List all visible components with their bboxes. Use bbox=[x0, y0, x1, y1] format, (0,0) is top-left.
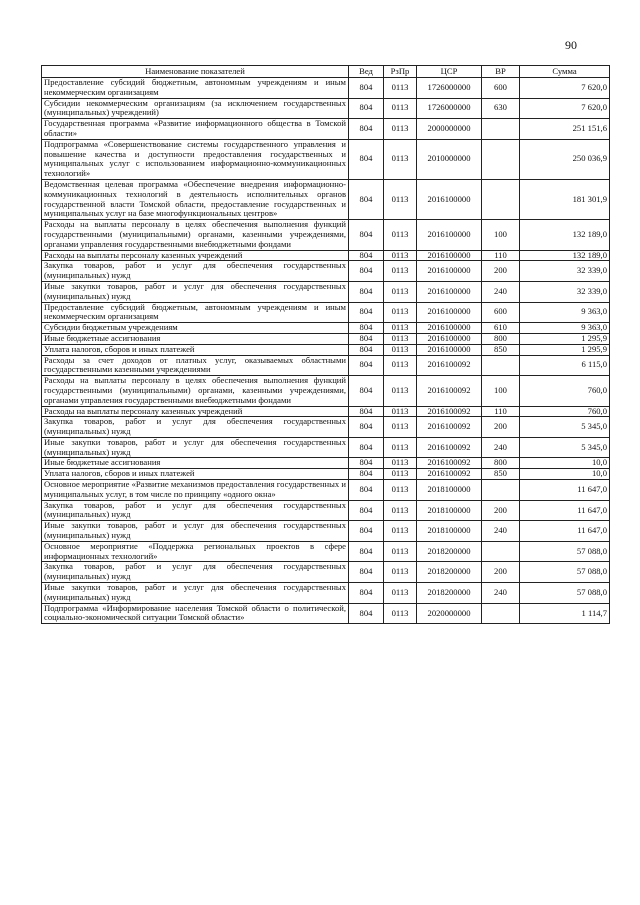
row-csr: 2018100000 bbox=[417, 500, 482, 521]
row-vr: 100 bbox=[482, 376, 520, 406]
header-name: Наименование показателей bbox=[42, 66, 349, 78]
row-csr: 1726000000 bbox=[417, 78, 482, 99]
row-rzpr: 0113 bbox=[384, 119, 417, 140]
row-vr: 800 bbox=[482, 333, 520, 344]
table-row bbox=[42, 98, 610, 119]
row-rzpr: 0113 bbox=[384, 376, 417, 406]
row-rzpr: 0113 bbox=[384, 139, 417, 179]
row-name: Расходы на выплаты персоналу казенных учреждений bbox=[42, 250, 349, 261]
row-vr bbox=[482, 119, 520, 140]
row-vr: 110 bbox=[482, 406, 520, 417]
row-rzpr: 0113 bbox=[384, 302, 417, 323]
row-sum: 5 345,0 bbox=[520, 437, 610, 458]
table-row bbox=[42, 583, 610, 604]
row-name: Расходы на выплаты персоналу в целях обеспечения выполнения функций государственными (муниципальными) органами, казенными учреждениями, органами управления государственными внебюджетными фондами bbox=[42, 376, 349, 406]
table-row bbox=[42, 139, 610, 179]
row-csr: 2016100000 bbox=[417, 344, 482, 355]
row-ved: 804 bbox=[349, 78, 384, 99]
table-row bbox=[42, 281, 610, 302]
row-vr bbox=[482, 603, 520, 624]
row-name: Иные закупки товаров, работ и услуг для обеспечения государственных (муниципальных) нужд bbox=[42, 583, 349, 604]
row-vr bbox=[482, 355, 520, 376]
row-sum: 760,0 bbox=[520, 376, 610, 406]
row-name: Расходы на выплаты персоналу казенных учреждений bbox=[42, 406, 349, 417]
row-ved: 804 bbox=[349, 469, 384, 480]
row-sum: 181 301,9 bbox=[520, 179, 610, 219]
row-vr: 600 bbox=[482, 302, 520, 323]
row-rzpr: 0113 bbox=[384, 583, 417, 604]
row-ved: 804 bbox=[349, 261, 384, 282]
row-rzpr: 0113 bbox=[384, 469, 417, 480]
row-vr: 600 bbox=[482, 78, 520, 99]
table-row bbox=[42, 333, 610, 344]
row-rzpr: 0113 bbox=[384, 344, 417, 355]
row-vr: 800 bbox=[482, 458, 520, 469]
row-sum: 9 363,0 bbox=[520, 323, 610, 334]
row-rzpr: 0113 bbox=[384, 281, 417, 302]
row-vr: 240 bbox=[482, 281, 520, 302]
row-vr: 610 bbox=[482, 323, 520, 334]
header-ved: Вед bbox=[349, 66, 384, 78]
row-name: Подпрограмма «Информирование населения Томской области о политической, социально-экономической ситуации Томской области» bbox=[42, 603, 349, 624]
row-ved: 804 bbox=[349, 417, 384, 438]
table-row bbox=[42, 344, 610, 355]
row-csr: 2016100000 bbox=[417, 179, 482, 219]
row-ved: 804 bbox=[349, 333, 384, 344]
row-sum: 11 647,0 bbox=[520, 480, 610, 501]
row-vr: 200 bbox=[482, 417, 520, 438]
row-sum: 57 088,0 bbox=[520, 583, 610, 604]
row-sum: 32 339,0 bbox=[520, 281, 610, 302]
row-name: Иные бюджетные ассигнования bbox=[42, 333, 349, 344]
row-sum: 9 363,0 bbox=[520, 302, 610, 323]
row-name: Основное мероприятие «Поддержка региональных проектов в сфере информационных технологий» bbox=[42, 541, 349, 562]
row-sum: 10,0 bbox=[520, 458, 610, 469]
row-csr: 2020000000 bbox=[417, 603, 482, 624]
row-sum: 1 114,7 bbox=[520, 603, 610, 624]
page-number: 90 bbox=[565, 38, 577, 52]
row-rzpr: 0113 bbox=[384, 541, 417, 562]
row-csr: 2016100092 bbox=[417, 458, 482, 469]
row-vr: 200 bbox=[482, 500, 520, 521]
row-sum: 132 189,0 bbox=[520, 250, 610, 261]
row-ved: 804 bbox=[349, 281, 384, 302]
table-row bbox=[42, 480, 610, 501]
row-csr: 2016100000 bbox=[417, 323, 482, 334]
row-csr: 2000000000 bbox=[417, 119, 482, 140]
row-name: Закупка товаров, работ и услуг для обеспечения государственных (муниципальных) нужд bbox=[42, 500, 349, 521]
row-ved: 804 bbox=[349, 406, 384, 417]
table-row bbox=[42, 179, 610, 219]
row-rzpr: 0113 bbox=[384, 480, 417, 501]
row-sum: 11 647,0 bbox=[520, 521, 610, 542]
budget-table bbox=[41, 65, 610, 624]
row-vr bbox=[482, 541, 520, 562]
row-vr: 850 bbox=[482, 344, 520, 355]
row-csr: 2016100092 bbox=[417, 469, 482, 480]
row-sum: 7 620,0 bbox=[520, 78, 610, 99]
row-name: Государственная программа «Развитие информационного общества в Томской области» bbox=[42, 119, 349, 140]
row-name: Подпрограмма «Совершенствование системы государственного управления и повышение качества и доступности предоставления государственных и муниципальных услуг с использованием информационно-коммуникационных технологий» bbox=[42, 139, 349, 179]
table-row bbox=[42, 250, 610, 261]
row-name: Уплата налогов, сборов и иных платежей bbox=[42, 469, 349, 480]
row-sum: 11 647,0 bbox=[520, 500, 610, 521]
table-row bbox=[42, 323, 610, 334]
header-vr: ВР bbox=[482, 66, 520, 78]
row-vr: 850 bbox=[482, 469, 520, 480]
table-row bbox=[42, 521, 610, 542]
row-rzpr: 0113 bbox=[384, 355, 417, 376]
row-name: Иные закупки товаров, работ и услуг для обеспечения государственных (муниципальных) нужд bbox=[42, 437, 349, 458]
row-rzpr: 0113 bbox=[384, 521, 417, 542]
row-rzpr: 0113 bbox=[384, 261, 417, 282]
row-ved: 804 bbox=[349, 355, 384, 376]
row-vr bbox=[482, 179, 520, 219]
row-sum: 32 339,0 bbox=[520, 261, 610, 282]
row-vr bbox=[482, 139, 520, 179]
row-name: Основное мероприятие «Развитие механизмов предоставления государственных и муниципальных услуг, в том числе по принципу «одного окна» bbox=[42, 480, 349, 501]
row-csr: 2016100000 bbox=[417, 220, 482, 250]
row-rzpr: 0113 bbox=[384, 333, 417, 344]
row-ved: 804 bbox=[349, 583, 384, 604]
row-ved: 804 bbox=[349, 521, 384, 542]
row-ved: 804 bbox=[349, 603, 384, 624]
table-row bbox=[42, 562, 610, 583]
row-ved: 804 bbox=[349, 220, 384, 250]
row-sum: 57 088,0 bbox=[520, 541, 610, 562]
table-row bbox=[42, 261, 610, 282]
table-row bbox=[42, 500, 610, 521]
row-rzpr: 0113 bbox=[384, 220, 417, 250]
row-csr: 2016100092 bbox=[417, 355, 482, 376]
table-row bbox=[42, 603, 610, 624]
row-vr: 240 bbox=[482, 521, 520, 542]
header-sum: Сумма bbox=[520, 66, 610, 78]
table-row bbox=[42, 119, 610, 140]
row-csr: 2016100000 bbox=[417, 250, 482, 261]
row-sum: 1 295,9 bbox=[520, 333, 610, 344]
row-ved: 804 bbox=[349, 302, 384, 323]
row-rzpr: 0113 bbox=[384, 98, 417, 119]
row-name: Иные закупки товаров, работ и услуг для обеспечения государственных (муниципальных) нужд bbox=[42, 521, 349, 542]
row-csr: 2018200000 bbox=[417, 583, 482, 604]
row-csr: 2018100000 bbox=[417, 521, 482, 542]
row-csr: 2016100000 bbox=[417, 261, 482, 282]
row-sum: 7 620,0 bbox=[520, 98, 610, 119]
row-rzpr: 0113 bbox=[384, 406, 417, 417]
row-csr: 2016100092 bbox=[417, 437, 482, 458]
row-name: Субсидии некоммерческим организациям (за исключением государственных (муниципальных) учреждений) bbox=[42, 98, 349, 119]
row-ved: 804 bbox=[349, 437, 384, 458]
row-ved: 804 bbox=[349, 179, 384, 219]
row-vr: 100 bbox=[482, 220, 520, 250]
table-row bbox=[42, 469, 610, 480]
row-csr: 2016100092 bbox=[417, 406, 482, 417]
header-csr: ЦСР bbox=[417, 66, 482, 78]
table-row bbox=[42, 437, 610, 458]
row-csr: 2018200000 bbox=[417, 541, 482, 562]
table-row bbox=[42, 458, 610, 469]
row-ved: 804 bbox=[349, 376, 384, 406]
table-row bbox=[42, 355, 610, 376]
row-sum: 132 189,0 bbox=[520, 220, 610, 250]
row-rzpr: 0113 bbox=[384, 458, 417, 469]
row-ved: 804 bbox=[349, 458, 384, 469]
row-vr: 110 bbox=[482, 250, 520, 261]
row-name: Субсидии бюджетным учреждениям bbox=[42, 323, 349, 334]
row-ved: 804 bbox=[349, 344, 384, 355]
row-ved: 804 bbox=[349, 139, 384, 179]
row-vr: 630 bbox=[482, 98, 520, 119]
row-vr: 200 bbox=[482, 261, 520, 282]
row-name: Предоставление субсидий бюджетным, автономным учреждениям и иным некоммерческим организациям bbox=[42, 78, 349, 99]
row-name: Иные бюджетные ассигнования bbox=[42, 458, 349, 469]
row-sum: 760,0 bbox=[520, 406, 610, 417]
row-rzpr: 0113 bbox=[384, 500, 417, 521]
row-vr: 240 bbox=[482, 583, 520, 604]
row-sum: 250 036,9 bbox=[520, 139, 610, 179]
row-name: Иные закупки товаров, работ и услуг для обеспечения государственных (муниципальных) нужд bbox=[42, 281, 349, 302]
row-ved: 804 bbox=[349, 250, 384, 261]
row-rzpr: 0113 bbox=[384, 250, 417, 261]
row-ved: 804 bbox=[349, 500, 384, 521]
row-rzpr: 0113 bbox=[384, 323, 417, 334]
row-vr bbox=[482, 480, 520, 501]
row-vr: 240 bbox=[482, 437, 520, 458]
table-row bbox=[42, 541, 610, 562]
table-row bbox=[42, 78, 610, 99]
row-rzpr: 0113 bbox=[384, 417, 417, 438]
row-name: Уплата налогов, сборов и иных платежей bbox=[42, 344, 349, 355]
row-csr: 2016100000 bbox=[417, 333, 482, 344]
row-name: Закупка товаров, работ и услуг для обеспечения государственных (муниципальных) нужд bbox=[42, 417, 349, 438]
row-csr: 2010000000 bbox=[417, 139, 482, 179]
row-rzpr: 0113 bbox=[384, 437, 417, 458]
row-ved: 804 bbox=[349, 541, 384, 562]
row-rzpr: 0113 bbox=[384, 562, 417, 583]
row-sum: 5 345,0 bbox=[520, 417, 610, 438]
row-sum: 1 295,9 bbox=[520, 344, 610, 355]
row-sum: 10,0 bbox=[520, 469, 610, 480]
row-name: Закупка товаров, работ и услуг для обеспечения государственных (муниципальных) нужд bbox=[42, 261, 349, 282]
table-row bbox=[42, 417, 610, 438]
row-ved: 804 bbox=[349, 119, 384, 140]
row-sum: 251 151,6 bbox=[520, 119, 610, 140]
row-rzpr: 0113 bbox=[384, 78, 417, 99]
row-name: Расходы на выплаты персоналу в целях обеспечения выполнения функций государственными (муниципальными) органами, казенными учреждениями, органами управления государственными внебюджетными фондами bbox=[42, 220, 349, 250]
row-name: Закупка товаров, работ и услуг для обеспечения государственных (муниципальных) нужд bbox=[42, 562, 349, 583]
row-vr: 200 bbox=[482, 562, 520, 583]
row-name: Ведомственная целевая программа «Обеспечение внедрения информационно-коммуникационных технологий в деятельность исполнительных органов государственной власти Томской области, предоставление государственных и муниципальных услуг на базе многофункциональных центров» bbox=[42, 179, 349, 219]
row-ved: 804 bbox=[349, 98, 384, 119]
row-name: Предоставление субсидий бюджетным, автономным учреждениям и иным некоммерческим организациям bbox=[42, 302, 349, 323]
header-rzpr: РзПр bbox=[384, 66, 417, 78]
row-name: Расходы за счет доходов от платных услуг, оказываемых областными государственными казенными учреждениями bbox=[42, 355, 349, 376]
table-row bbox=[42, 376, 610, 406]
table-body bbox=[42, 78, 610, 624]
table-header-row bbox=[42, 66, 610, 78]
row-ved: 804 bbox=[349, 323, 384, 334]
table-row bbox=[42, 220, 610, 250]
row-ved: 804 bbox=[349, 562, 384, 583]
row-csr: 2016100092 bbox=[417, 417, 482, 438]
row-ved: 804 bbox=[349, 480, 384, 501]
row-rzpr: 0113 bbox=[384, 179, 417, 219]
row-csr: 2016100092 bbox=[417, 376, 482, 406]
row-sum: 57 088,0 bbox=[520, 562, 610, 583]
table-row bbox=[42, 302, 610, 323]
row-csr: 2016100000 bbox=[417, 281, 482, 302]
row-rzpr: 0113 bbox=[384, 603, 417, 624]
table-row bbox=[42, 406, 610, 417]
row-csr: 2016100000 bbox=[417, 302, 482, 323]
row-csr: 2018200000 bbox=[417, 562, 482, 583]
row-sum: 6 115,0 bbox=[520, 355, 610, 376]
row-csr: 1726000000 bbox=[417, 98, 482, 119]
row-csr: 2018100000 bbox=[417, 480, 482, 501]
